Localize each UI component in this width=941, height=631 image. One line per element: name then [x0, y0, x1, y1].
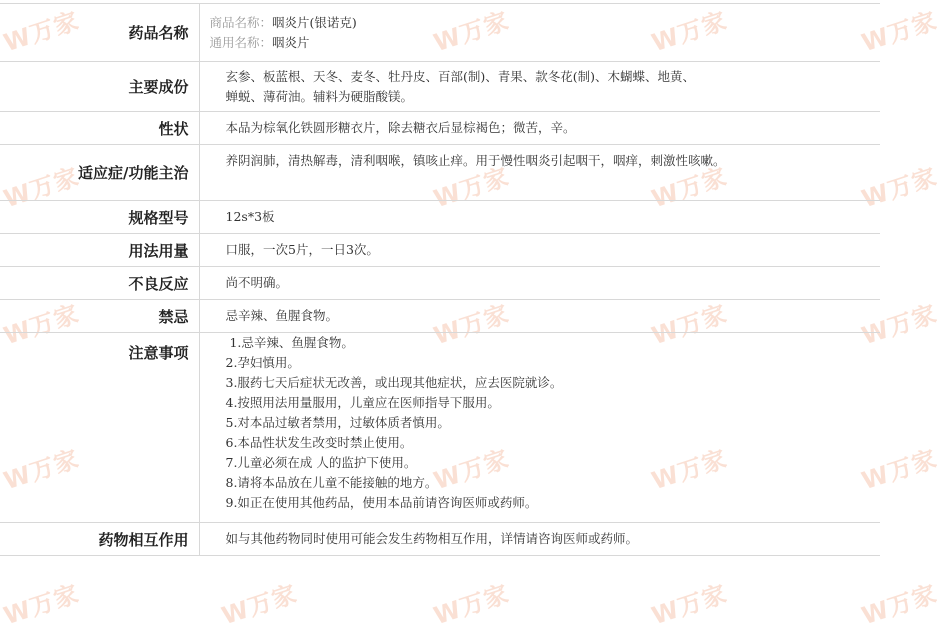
table-row [0, 523, 880, 556]
precaution-item: 5.对本品过敏者禁用，过敏体质者慎用。 [225, 415, 450, 430]
ingredients-line: 蝉蜕、薄荷油。辅料为硬脂酸镁。 [225, 88, 414, 104]
precaution-item: 1.忌辛辣、鱼腥食物。 [225, 335, 354, 350]
row-label-appearance: 性状 [0, 112, 199, 145]
common-name-line [210, 33, 881, 53]
row-label-indications: 适应症/功能主治 [0, 145, 199, 201]
drug-name-cell [199, 4, 880, 62]
table-row [0, 201, 880, 234]
precautions-cell [199, 333, 880, 523]
watermark-logo: W万家 [858, 299, 941, 351]
contraindications-value: 忌辛辣、鱼腥食物。 [199, 300, 880, 333]
watermark-logo: W万家 [858, 444, 941, 496]
watermark-logo: W万家 [430, 579, 513, 631]
precaution-item: 8.请将本品放在儿童不能接触的地方。 [225, 475, 438, 490]
watermark-logo: W万家 [648, 444, 731, 496]
precaution-item: 7.儿童必须在成 人的监护下使用。 [225, 455, 417, 470]
table-row [0, 234, 880, 267]
spec-value: 12s*3板 [199, 201, 880, 234]
appearance-value: 本品为棕氧化铁圆形糖衣片，除去糖衣后显棕褐色；微苦，辛。 [199, 112, 880, 145]
indications-value: 养阴润肺，清热解毒，清利咽喉，镇咳止痒。用于慢性咽炎引起咽干，咽痒，刺激性咳嗽。 [199, 145, 880, 201]
watermark-logo: W万家 [218, 579, 301, 631]
table-row [0, 112, 880, 145]
row-label-precautions: 注意事项 [0, 333, 199, 523]
watermark-logo: W万家 [0, 162, 83, 214]
watermark-logo: W万家 [858, 579, 941, 631]
precaution-item: 6.本品性状发生改变时禁止使用。 [225, 435, 413, 450]
watermark-logo: W万家 [648, 579, 731, 631]
ingredients-cell [199, 62, 880, 112]
table-row [0, 62, 880, 112]
table-row [0, 267, 880, 300]
watermark-logo: W万家 [430, 444, 513, 496]
watermark-logo: W万家 [430, 299, 513, 351]
watermark-logo: W万家 [0, 444, 83, 496]
drug-info-table [0, 3, 880, 556]
watermark-logo: W万家 [648, 162, 731, 214]
trade-name-value: 咽炎片(银诺克) [272, 14, 357, 30]
table-row [0, 300, 880, 333]
row-label-dosage: 用法用量 [0, 234, 199, 267]
precaution-item: 4.按照用法用量服用，儿童应在医师指导下服用。 [225, 395, 500, 410]
adverse-reactions-value: 尚不明确。 [199, 267, 880, 300]
row-label-spec: 规格型号 [0, 201, 199, 234]
table-row [0, 333, 880, 523]
table-row [0, 4, 880, 62]
row-label-ingredients: 主要成份 [0, 62, 199, 112]
watermark-logo: W万家 [858, 162, 941, 214]
watermark-logo: W万家 [0, 579, 83, 631]
precaution-item: 2.孕妇慎用。 [225, 355, 300, 370]
watermark-logo: W万家 [0, 6, 83, 58]
row-label-adverse-reactions: 不良反应 [0, 267, 199, 300]
watermark-logo: W万家 [648, 6, 731, 58]
watermark-logo: W万家 [430, 6, 513, 58]
interactions-value: 如与其他药物同时使用可能会发生药物相互作用，详情请咨询医师或药师。 [199, 523, 880, 556]
row-label-drug-name: 药品名称 [0, 4, 199, 62]
common-name-label: 通用名称： [209, 34, 273, 50]
watermark-logo: W万家 [858, 6, 941, 58]
ingredients-line: 玄参、板蓝根、天冬、麦冬、牡丹皮、百部(制)、青果、款冬花(制)、木蝴蝶、地黄、 [225, 68, 696, 84]
dosage-value: 口服，一次5片，一日3次。 [199, 234, 880, 267]
watermark-logo: W万家 [0, 299, 83, 351]
common-name-value: 咽炎片 [272, 34, 310, 50]
precaution-item: 3.服药七天后症状无改善，或出现其他症状，应去医院就诊。 [225, 375, 563, 390]
table-row [0, 145, 880, 201]
trade-name-line [210, 13, 881, 33]
row-label-interactions: 药物相互作用 [0, 523, 199, 556]
precaution-item: 9.如正在使用其他药品，使用本品前请咨询医师或药师。 [225, 495, 538, 510]
row-label-contraindications: 禁忌 [0, 300, 199, 333]
watermark-logo: W万家 [430, 162, 513, 214]
watermark-logo: W万家 [648, 299, 731, 351]
trade-name-label: 商品名称： [209, 14, 273, 30]
